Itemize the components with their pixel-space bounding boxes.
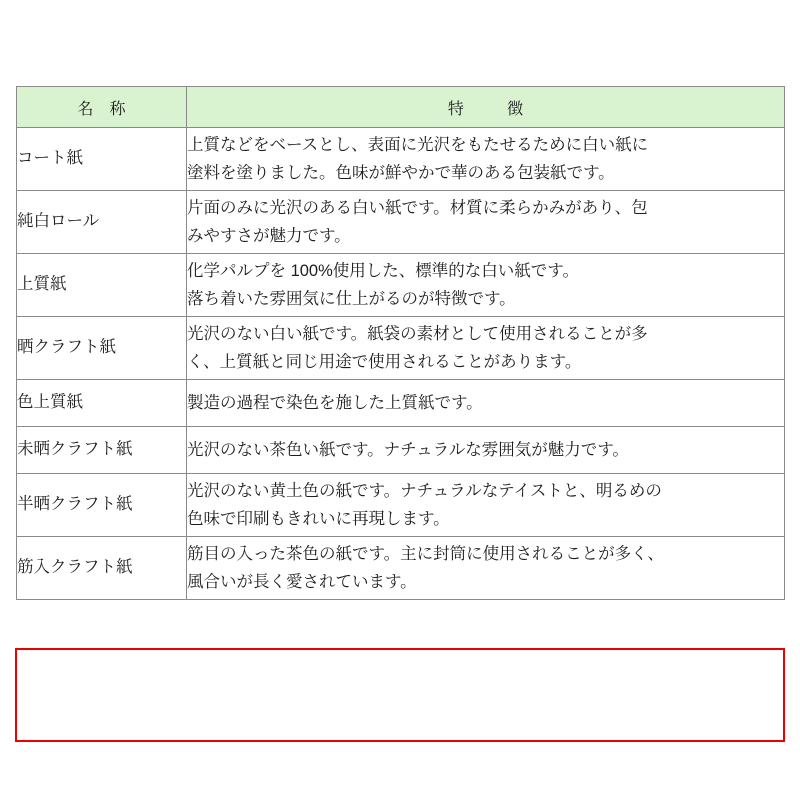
table-row: [17, 191, 785, 254]
column-header-feature-label: 特 徴: [447, 100, 537, 118]
description-line: 光沢のない黄土色の紙です。ナチュラルなテイストと、明るめの: [187, 481, 662, 500]
cell-name: 色上質紙: [17, 380, 187, 427]
cell-description: [187, 427, 785, 474]
cell-description: [187, 537, 785, 600]
description-line: 片面のみに光沢のある白い紙です。材質に柔らかみがあり、包: [187, 198, 648, 217]
table-body: [17, 128, 785, 600]
paper-types-table: [16, 86, 785, 600]
table-row: [17, 474, 785, 537]
table-row: [17, 380, 785, 427]
description-line: 落ち着いた雰囲気に仕上がるのが特徴です。: [187, 290, 516, 308]
description-line: 風合いが長く愛されています。: [187, 573, 417, 591]
cell-description: [187, 128, 785, 191]
table-row: [17, 254, 785, 317]
table-row-highlighted: [17, 537, 785, 600]
highlight-annotation-box: [15, 648, 785, 742]
description-line: 製造の過程で染色を施した上質紙です。: [187, 393, 483, 412]
description-line: く、上質紙と同じ用途で使用されることがあります。: [187, 353, 582, 371]
cell-description: [187, 317, 785, 380]
table-header-row: [17, 87, 785, 128]
cell-name: コート紙: [17, 128, 187, 191]
table-row: [17, 128, 785, 191]
description-line: 光沢のない茶色い紙です。ナチュラルな雰囲気が魅力です。: [187, 440, 629, 459]
description-line: 塗料を塗りました。色味が鮮やかで華のある包装紙です。: [187, 164, 615, 182]
cell-name: 未晒クラフト紙: [17, 427, 187, 474]
description-line: 色味で印刷もきれいに再現します。: [187, 510, 450, 528]
cell-description: [187, 380, 785, 427]
description-line: 上質などをベースとし、表面に光沢をもたせるために白い紙に: [187, 135, 649, 154]
paper-types-table-container: [16, 86, 784, 600]
cell-name: 筋入クラフト紙: [17, 537, 187, 600]
cell-description: [187, 191, 785, 254]
cell-name: 晒クラフト紙: [17, 317, 187, 380]
cell-description: [187, 254, 785, 317]
description-line: 化学パルプを 100%使用した、標準的な白い紙です。: [187, 261, 579, 280]
cell-name: 上質紙: [17, 254, 187, 317]
table-row: [17, 427, 785, 474]
description-line: 筋目の入った茶色の紙です。主に封筒に使用されることが多く、: [187, 544, 664, 563]
column-header-feature: [187, 87, 785, 128]
description-line: 光沢のない白い紙です。紙袋の素材として使用されることが多: [187, 324, 648, 343]
table-header: [17, 87, 785, 128]
cell-name: 純白ロール: [17, 191, 187, 254]
cell-name: 半晒クラフト紙: [17, 474, 187, 537]
table-row: [17, 317, 785, 380]
column-header-name: [17, 87, 187, 128]
cell-description: [187, 474, 785, 537]
column-header-name-label: 名 称: [77, 100, 126, 118]
description-line: みやすさが魅力です。: [187, 227, 351, 245]
